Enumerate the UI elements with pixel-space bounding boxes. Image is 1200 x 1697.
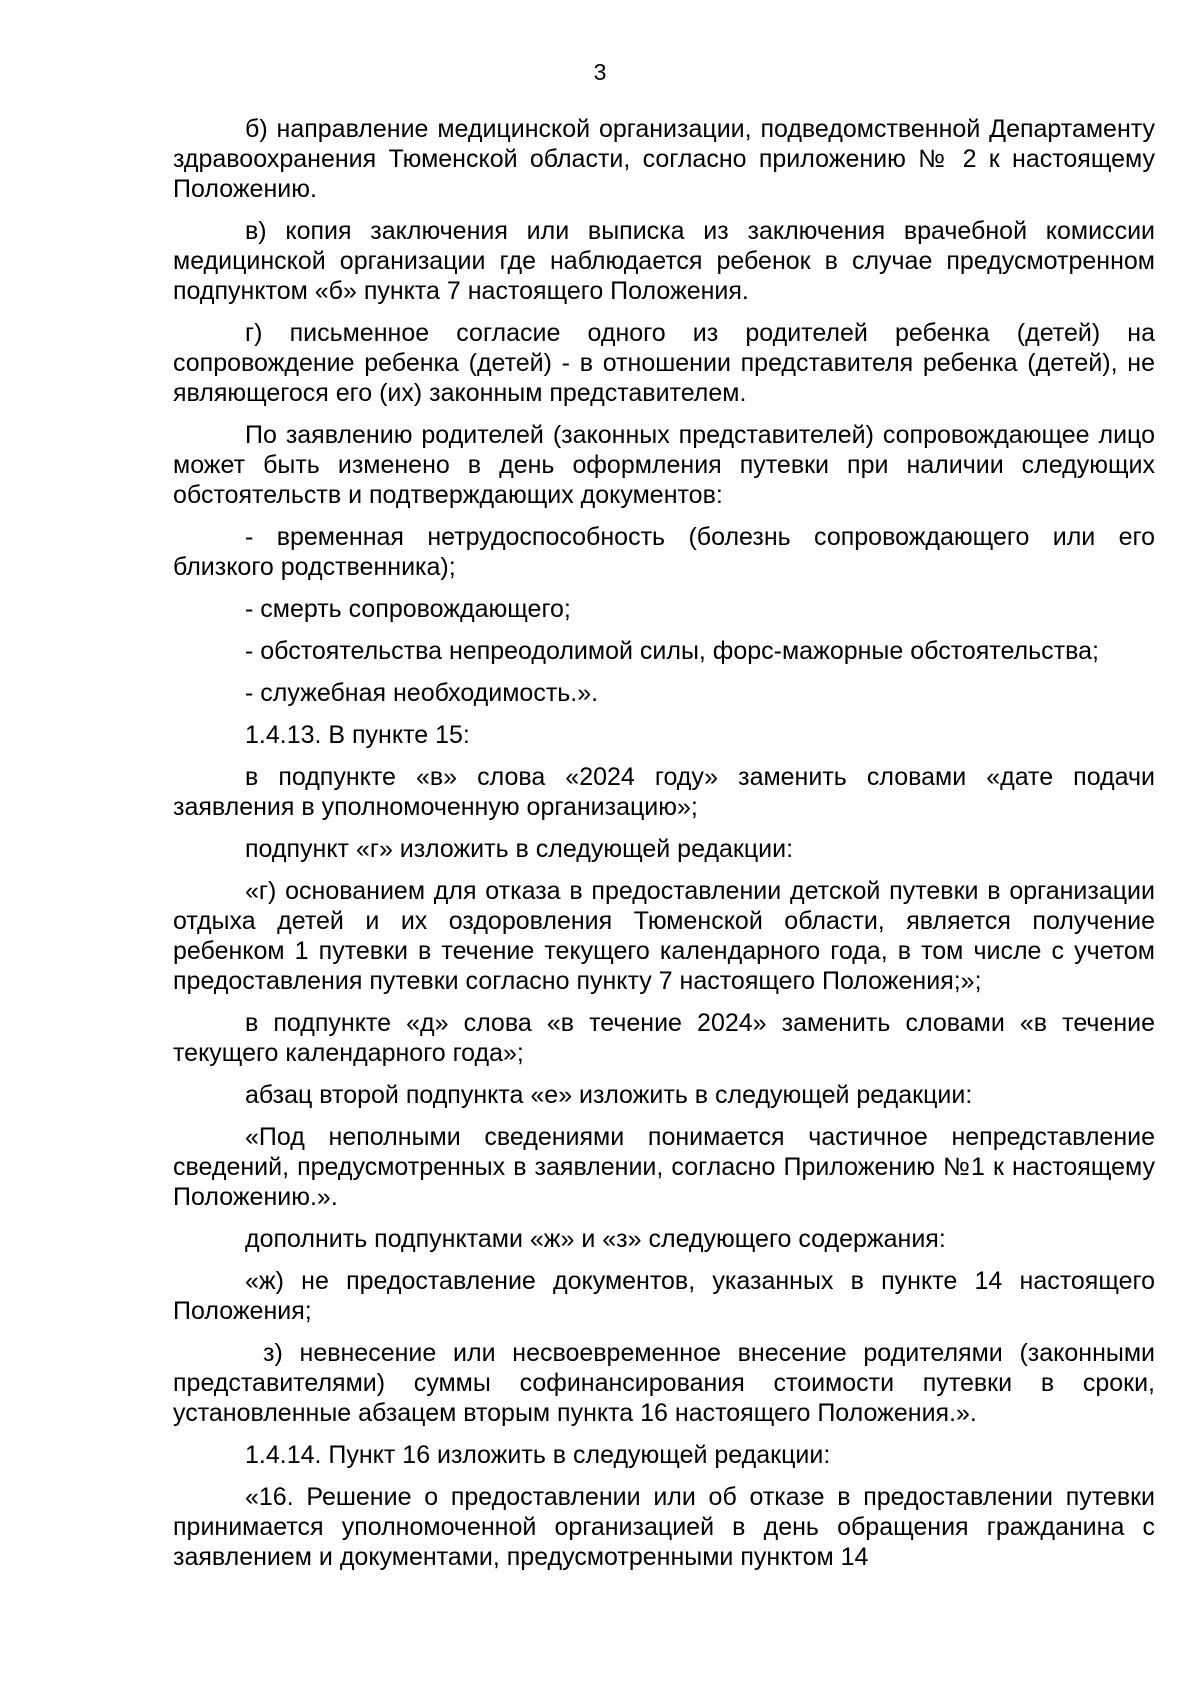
paragraph-b-referral: б) направление медицинской организации, подведомственной Департаменту здравоохранения Тюменской области, согласно приложению № 2 к настоящему Положению. <box>173 115 1155 203</box>
paragraph-subpoint-e-text: «Под неполными сведениями понимается частичное непредставление сведений, предусмотренных в заявлении, согласно Приложению №1 к настоящему Положению.». <box>173 1123 1155 1211</box>
document-body <box>173 114 1155 1584</box>
list-item-death: - смерть сопровождающего; <box>245 595 571 623</box>
section-heading-1-4-13: 1.4.13. В пункте 15: <box>245 721 470 749</box>
paragraph-escort-change: По заявлению родителей (законных представителей) сопровождающее лицо может быть изменено в день оформления путевки при наличии следующих обстоятельств и подтверждающих документов: <box>173 421 1155 509</box>
paragraph-subpoint-d-change: в подпункте «д» слова «в течение 2024» заменить словами «в течение текущего календарного года»; <box>173 1009 1155 1067</box>
paragraph-subpoint-g-intro: подпункт «г» изложить в следующей редакции: <box>245 835 794 863</box>
page-number: 3 <box>593 59 607 85</box>
list-item-disability: - временная нетрудоспособность (болезнь сопровождающего или его близкого родственника); <box>173 523 1155 581</box>
paragraph-subpoint-z: з) невнесение или несвоевременное внесение родителями (законными представителями) суммы софинансирования стоимости путевки в сроки, установленные абзацем вторым пункта 16 настоящего Положения.». <box>173 1339 1155 1427</box>
paragraph-subpoint-zh: «ж) не предоставление документов, указанных в пункте 14 настоящего Положения; <box>173 1267 1155 1325</box>
paragraph-subpoint-e-intro: абзац второй подпункта «е» изложить в следующей редакции: <box>245 1081 973 1109</box>
paragraph-subpoint-v-change: в подпункте «в» слова «2024 году» заменить словами «дате подачи заявления в уполномоченную организацию»; <box>173 763 1155 821</box>
paragraph-subpoint-g-text: «г) основанием для отказа в предоставлении детской путевки в организации отдыха детей и их оздоровления Тюменской области, является получение ребенком 1 путевки в течение текущего календарного года, в том числе с учетом предоставления путевки согласно пункту 7 настоящего Положения;»; <box>173 877 1155 995</box>
paragraph-point-16-text: «16. Решение о предоставлении или об отказе в предоставлении путевки принимается уполномоченной организацией в день обращения гражданина с заявлением и документами, предусмотренными пунктом 14 <box>173 1483 1155 1571</box>
section-heading-1-4-14: 1.4.14. Пункт 16 изложить в следующей редакции: <box>245 1441 831 1469</box>
list-item-official-necessity: - служебная необходимость.». <box>245 679 599 707</box>
paragraph-add-subpoints-intro: дополнить подпунктами «ж» и «з» следующего содержания: <box>245 1225 946 1253</box>
paragraph-g-parental-consent: г) письменное согласие одного из родителей ребенка (детей) на сопровождение ребенка (детей) - в отношении представителя ребенка (детей), не являющегося его (их) законным представителем. <box>173 319 1155 407</box>
paragraph-v-medical-conclusion: в) копия заключения или выписка из заключения врачебной комиссии медицинской организации где наблюдается ребенок в случае предусмотренном подпунктом «б» пункта 7 настоящего Положения. <box>173 217 1155 305</box>
list-item-force-majeure: - обстоятельства непреодолимой силы, форс-мажорные обстоятельства; <box>245 637 1099 665</box>
